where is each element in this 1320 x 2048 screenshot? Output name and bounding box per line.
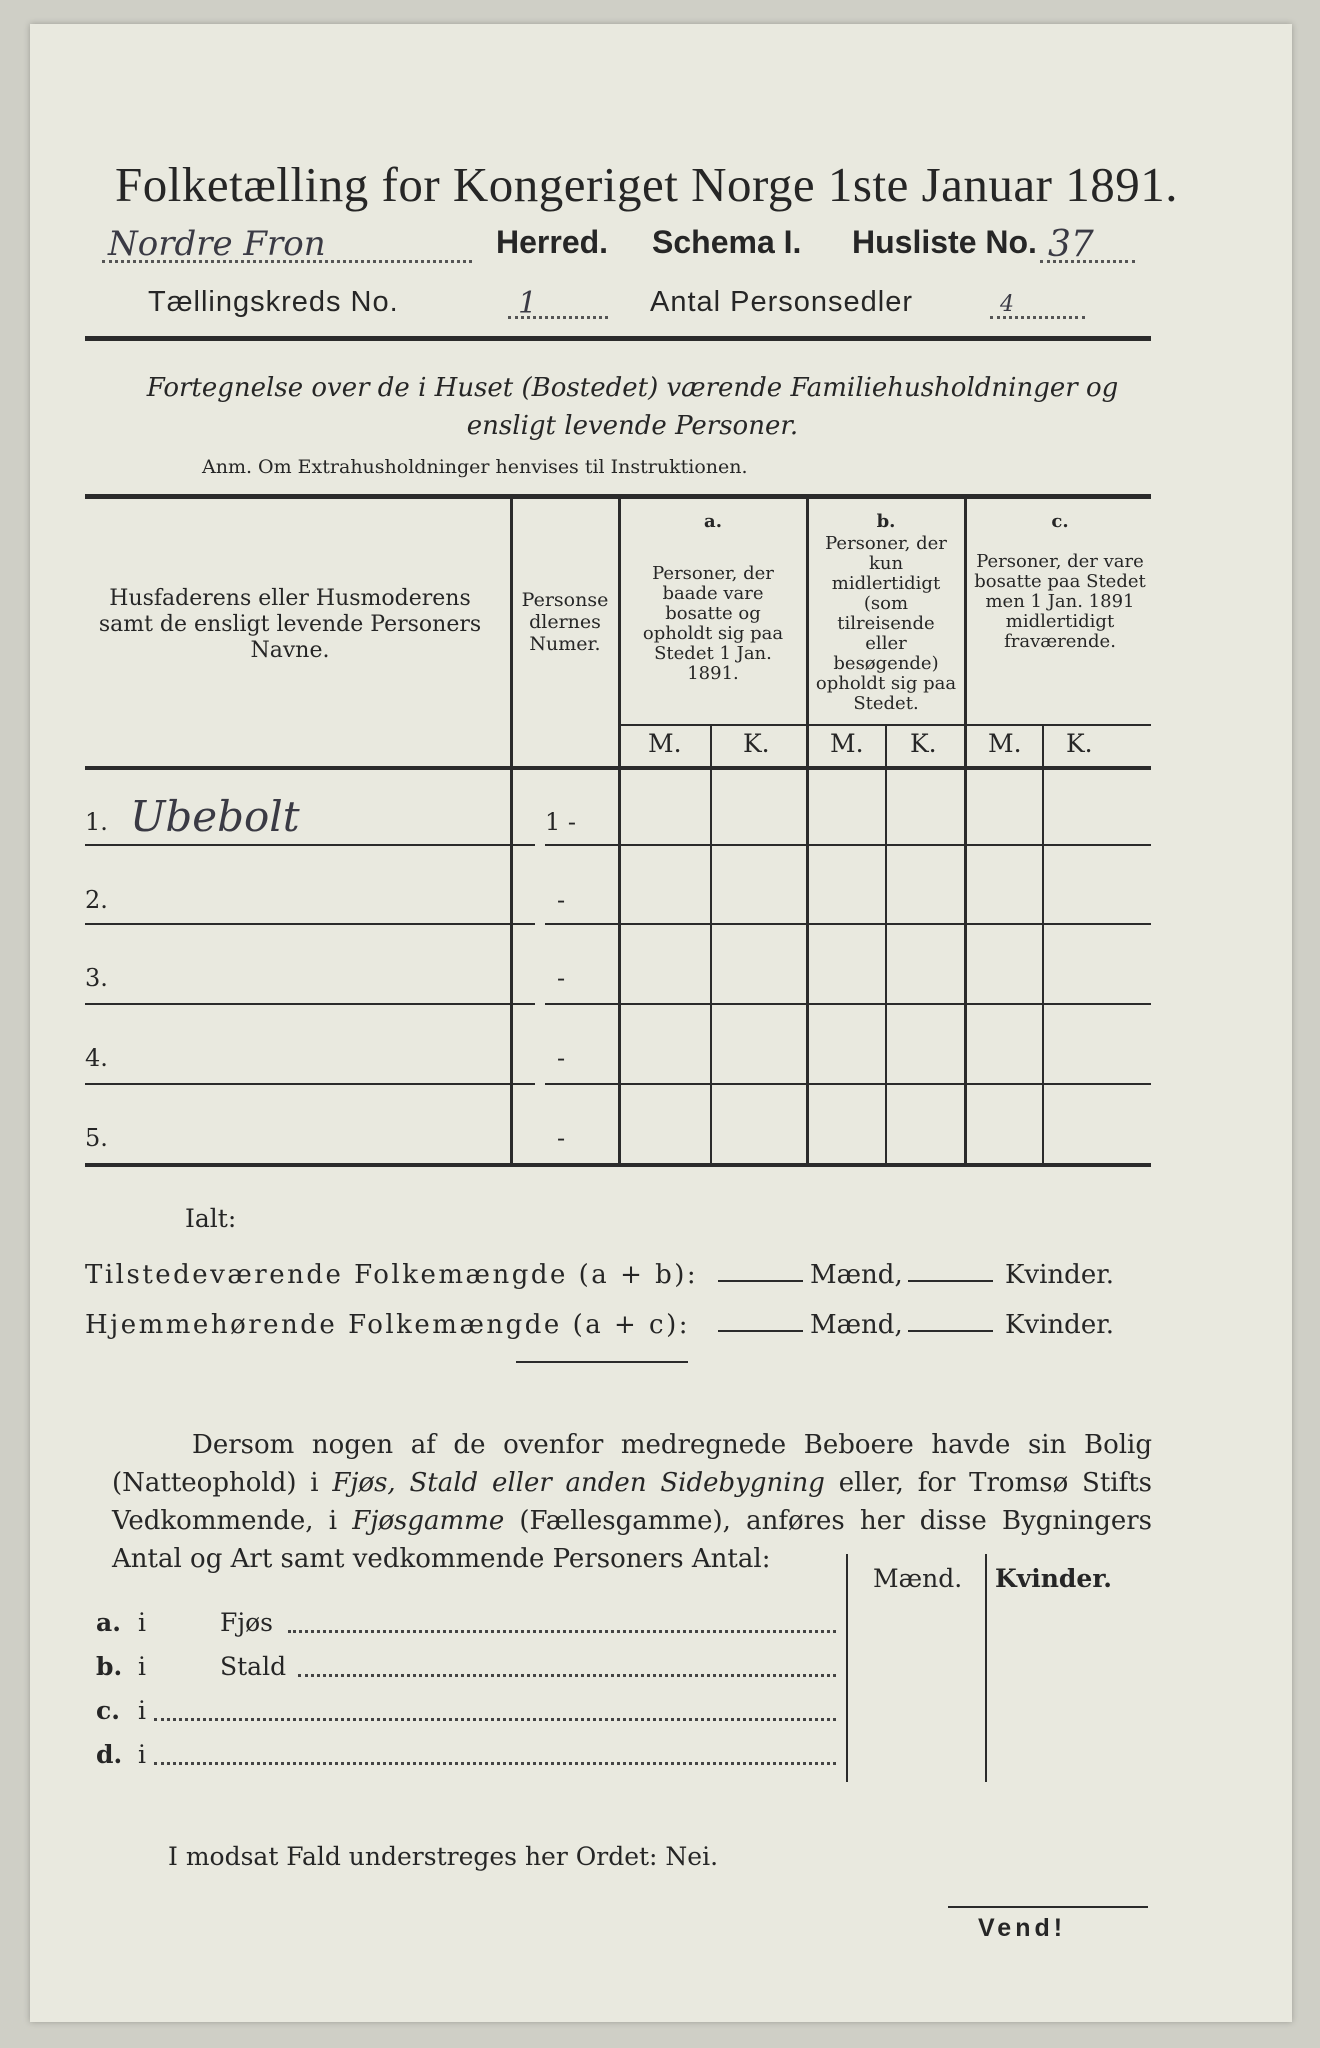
kreds-label: Tællingskreds No. bbox=[148, 286, 399, 318]
kreds-value: 1 bbox=[518, 286, 539, 321]
row-person-number: - bbox=[557, 886, 566, 914]
row-number: 3. bbox=[85, 964, 108, 992]
hjem-maend-blank bbox=[718, 1330, 803, 1332]
col-divider bbox=[964, 499, 967, 1164]
tilst-label: Tilstedeværende Folkemængde (a + b): bbox=[85, 1260, 699, 1290]
hjem-maend-label: Mænd, bbox=[810, 1310, 903, 1340]
row-number: 4. bbox=[85, 1044, 108, 1072]
husliste-value: 37 bbox=[1048, 224, 1094, 265]
row-line bbox=[85, 844, 535, 846]
row-name: Ubebolt bbox=[130, 792, 300, 841]
col-header-c-letter: c. bbox=[1051, 511, 1069, 532]
herred-label: Herred. bbox=[496, 224, 609, 260]
kreds-field bbox=[508, 286, 608, 319]
col-header-c: Personer, der vare bosatte paa Stedet men 1 Jan. 1891 midlertidigt fraværende. bbox=[974, 551, 1146, 652]
buildings-maend-head: Mænd. bbox=[873, 1564, 963, 1593]
building-row-letter: d. bbox=[96, 1740, 123, 1769]
census-form-page bbox=[30, 24, 1292, 2022]
col-header-a-letter: a. bbox=[704, 511, 722, 532]
col-header-name: Husfaderens eller Husmoderens samt de ensligt levende Personers Navne. bbox=[98, 586, 482, 663]
ialt-label: Ialt: bbox=[185, 1204, 237, 1233]
building-row-i: i bbox=[138, 1608, 146, 1637]
k-label-a: K. bbox=[743, 729, 770, 758]
tilst-kvinder-label: Kvinder. bbox=[1005, 1260, 1115, 1290]
hjem-kvinder-label: Kvinder. bbox=[1005, 1310, 1115, 1340]
vend-rule bbox=[948, 1906, 1148, 1908]
table-body-rule bbox=[85, 766, 1151, 770]
building-row-i: i bbox=[138, 1652, 146, 1681]
buildings-col-divider bbox=[985, 1554, 987, 1782]
building-row-dots bbox=[154, 1762, 836, 1765]
k-label-b: K. bbox=[910, 729, 937, 758]
row-line bbox=[85, 923, 535, 925]
row-number: 2. bbox=[85, 886, 108, 914]
m-label-a: M. bbox=[648, 729, 682, 758]
building-row-letter: c. bbox=[96, 1696, 120, 1725]
para-em-1: Fjøs, Stald eller anden Sidebygning bbox=[332, 1468, 825, 1498]
separator-rule bbox=[516, 1361, 688, 1363]
row-line bbox=[85, 1083, 535, 1085]
para-text-3: (Fællesgamme), anføres her disse Bygningers Antal og Art samt vedkommende Personers Antal: bbox=[112, 1506, 1152, 1574]
col-header-b: Personer, der kun midlertidigt (som tilreisende eller besøgende) opholdt sig paa Stedet. bbox=[815, 533, 957, 714]
tilst-maend-label: Mænd, bbox=[810, 1260, 903, 1290]
mk-top-line bbox=[620, 724, 1151, 726]
buildings-paragraph bbox=[112, 1426, 1152, 1578]
row-person-number: 1 - bbox=[545, 808, 577, 836]
para-text-2: eller, for Tromsø Stifts Vedkommende, i bbox=[112, 1468, 1152, 1536]
k-label-c: K. bbox=[1066, 729, 1093, 758]
building-row-dots bbox=[288, 1630, 836, 1633]
anm-note: Anm. Om Extrahusholdninger henvises til Instruktionen. bbox=[202, 456, 748, 478]
buildings-kvinder-head: Kvinder. bbox=[995, 1564, 1112, 1593]
vend-label: Vend! bbox=[978, 1914, 1067, 1942]
para-text-1: Dersom nogen af de ovenfor medregnede Beboere havde sin Bolig (Natteophold) i bbox=[112, 1430, 1152, 1498]
buildings-col-divider bbox=[846, 1554, 848, 1782]
building-row-dots bbox=[154, 1718, 836, 1721]
col-divider-mk bbox=[885, 724, 887, 1164]
building-row-letter: a. bbox=[96, 1608, 121, 1637]
m-label-b: M. bbox=[830, 729, 864, 758]
row-line bbox=[545, 1083, 1151, 1085]
col-header-number: Personsedlernes Numer. bbox=[521, 589, 609, 655]
row-person-number: - bbox=[557, 964, 566, 992]
schema-label: Schema I. bbox=[652, 224, 802, 260]
col-divider-mk bbox=[1042, 724, 1044, 1164]
row-number: 1. bbox=[85, 808, 108, 836]
building-row-label: Stald bbox=[220, 1652, 287, 1681]
row-line bbox=[545, 844, 1151, 846]
form-intro: Fortegnelse over de i Huset (Bostedet) værende Familiehusholdninger og ensligt levende Personer. bbox=[146, 373, 1119, 441]
row-line bbox=[545, 923, 1151, 925]
husliste-label: Husliste No. bbox=[852, 224, 1037, 260]
col-header-b-letter: b. bbox=[876, 511, 896, 532]
col-divider-mk bbox=[710, 724, 712, 1164]
m-label-c: M. bbox=[988, 729, 1022, 758]
table-bottom-rule bbox=[85, 1163, 1151, 1167]
row-line bbox=[545, 1003, 1151, 1005]
col-divider bbox=[618, 499, 621, 1164]
row-line bbox=[85, 1003, 535, 1005]
para-em-2: Fjøsgamme bbox=[352, 1506, 505, 1536]
husliste-field bbox=[1040, 224, 1135, 263]
building-row-i: i bbox=[138, 1696, 146, 1725]
building-row-label: Fjøs bbox=[220, 1608, 273, 1637]
col-divider bbox=[806, 499, 809, 1164]
col-divider bbox=[510, 499, 513, 1164]
tilst-kvinder-blank bbox=[908, 1280, 993, 1282]
building-row-letter: b. bbox=[96, 1652, 123, 1681]
antal-value: 4 bbox=[1000, 292, 1015, 317]
hjem-kvinder-blank bbox=[908, 1330, 993, 1332]
antal-field bbox=[990, 286, 1085, 319]
herred-field bbox=[102, 224, 472, 263]
herred-value: Nordre Fron bbox=[108, 224, 326, 264]
building-row-i: i bbox=[138, 1740, 146, 1769]
header-rule bbox=[85, 336, 1151, 341]
row-number: 5. bbox=[85, 1124, 108, 1152]
building-row-dots bbox=[298, 1674, 836, 1677]
form-title: Folketælling for Kongeriget Norge 1ste Januar 1891. bbox=[115, 157, 1178, 212]
row-person-number: - bbox=[557, 1124, 566, 1152]
antal-label: Antal Personsedler bbox=[650, 286, 914, 318]
row-person-number: - bbox=[557, 1044, 566, 1072]
tilst-maend-blank bbox=[718, 1280, 803, 1282]
nei-note: I modsat Fald understreges her Ordet: Nei. bbox=[168, 1842, 719, 1871]
hjem-label: Hjemmehørende Folkemængde (a + c): bbox=[85, 1310, 690, 1340]
col-header-a: Personer, der baade vare bosatte og opholdt sig paa Stedet 1 Jan. 1891. bbox=[642, 563, 784, 684]
